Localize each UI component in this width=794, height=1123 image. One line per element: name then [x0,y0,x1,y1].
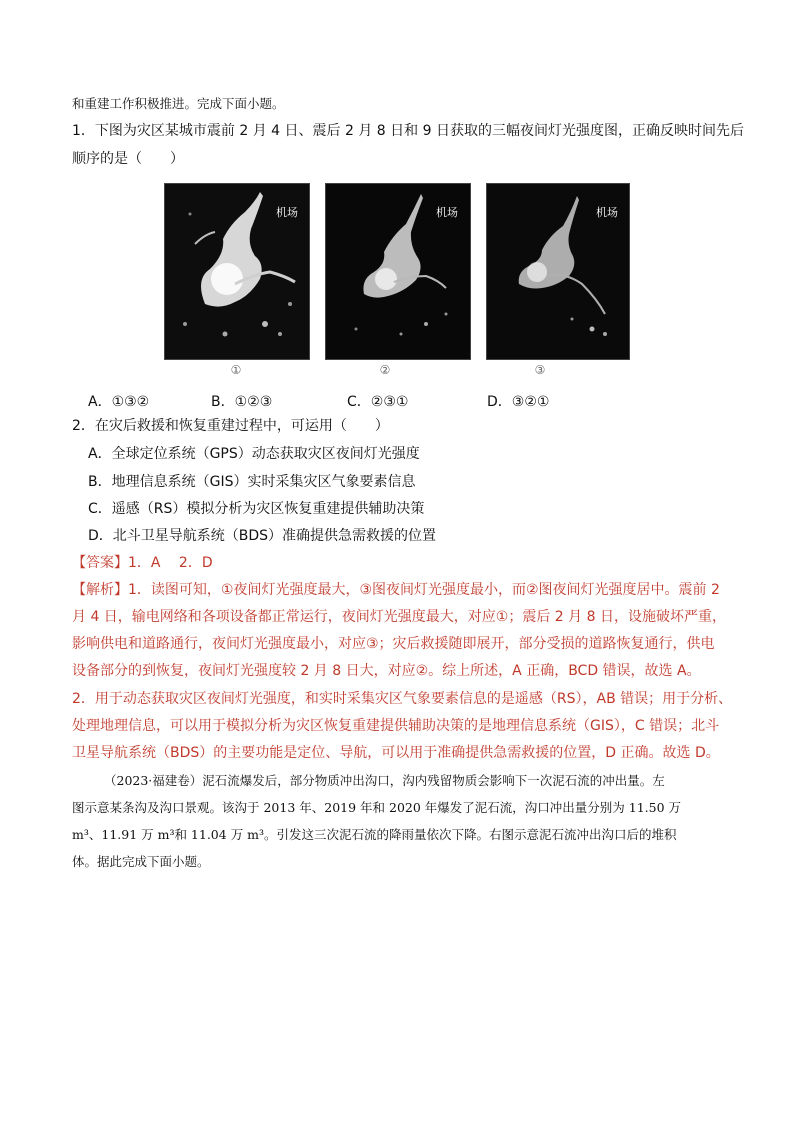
analysis-line-7: 卫星导航系统（BDS）的主要功能是定位、导航，可以用于准确提供急需救援的位置，D 正确。故选 D。 [72,745,720,761]
question-1-option-d[interactable]: D．③②① [487,394,550,410]
passage-line-4: 体。据此完成下面小题。 [72,854,210,869]
question-2-option-a[interactable]: A．全球定位系统（GPS）动态获取灾区夜间灯光强度 [88,446,420,462]
image-3-caption: ③ [534,363,546,377]
question-2-stem: 2．在灾后救援和恢复重建过程中，可运用（ ） [72,418,389,434]
question-1-option-b[interactable]: B．①②③ [211,394,273,410]
airport-label-3: 机场 [596,206,618,219]
passage-line-1: （2023·福建卷）泥石流爆发后，部分物质冲出沟口，沟内残留物质会影响下一次泥石流的冲出量。左 [104,773,665,788]
question-2-option-c[interactable]: C．遥感（RS）模拟分析为灾区恢复重建提供辅助决策 [88,501,425,517]
analysis-line-5: 2．用于动态获取灾区夜间灯光强度，和实时采集灾区气象要素信息的是遥感（RS），AB 错误；用于分析、 [72,691,733,707]
analysis-line-4: 设备部分的到恢复，夜间灯光强度较 2 月 8 日大，对应②。综上所述，A 正确，BCD 错误，故选 A。 [72,663,701,679]
intro-tail-text: 和重建工作积极推进。完成下面小题。 [72,96,285,111]
question-1-option-c[interactable]: C．②③① [347,394,409,410]
analysis-text-1: 1．读图可知，①夜间灯光强度最大，③图夜间灯光强度最小，而②图夜间灯光强度居中。震前 2 [128,582,720,598]
analysis-line-1 [72,580,720,600]
answer-text: 1．A 2．D [128,555,213,571]
question-1-stem-line1: 1．下图为灾区某城市震前 2 月 4 日、震后 2 月 8 日和 9 日获取的三幅夜间灯光强度图，正确反映时间先后 [72,123,744,139]
image-1-caption: ① [230,363,242,377]
question-2-option-d[interactable]: D．北斗卫星导航系统（BDS）准确提供急需救援的位置 [88,528,437,544]
passage-line-3: m³、11.91 万 m³和 11.04 万 m³。引发这三次泥石流的降雨量依次下降。右图示意泥石流冲出沟口后的堆积 [72,827,677,842]
analysis-line-2: 月 4 日，输电网络和各项设备都正常运行，夜间灯光强度最大，对应①；震后 2 月 8 日，设施破坏严重， [72,609,726,625]
question-1-option-a[interactable]: A．①③② [88,394,150,410]
question-2-option-b[interactable]: B．地理信息系统（GIS）实时采集灾区气象要素信息 [88,474,416,490]
answer-tag: 【答案】 [72,555,128,571]
airport-label-1: 机场 [276,206,298,219]
analysis-tag: 【解析】 [72,582,128,598]
analysis-line-3: 影响供电和道路通行，夜间灯光强度最小，对应③；灾后救援随即展开，部分受损的道路恢复通行，供电 [72,636,715,652]
image-2-caption: ② [379,363,391,377]
answer-line [72,553,213,573]
question-1-stem-line2: 顺序的是（ ） [72,151,184,167]
airport-label-2: 机场 [436,206,458,219]
analysis-line-6: 处理地理信息，可以用于模拟分析为灾区恢复重建提供辅助决策的是地理信息系统（GIS），C 错误；北斗 [72,718,720,734]
passage-line-2: 图示意某条沟及沟口景观。该沟于 2013 年、2019 年和 2020 年爆发了泥石流，沟口冲出量分别为 11.50 万 [72,800,682,815]
